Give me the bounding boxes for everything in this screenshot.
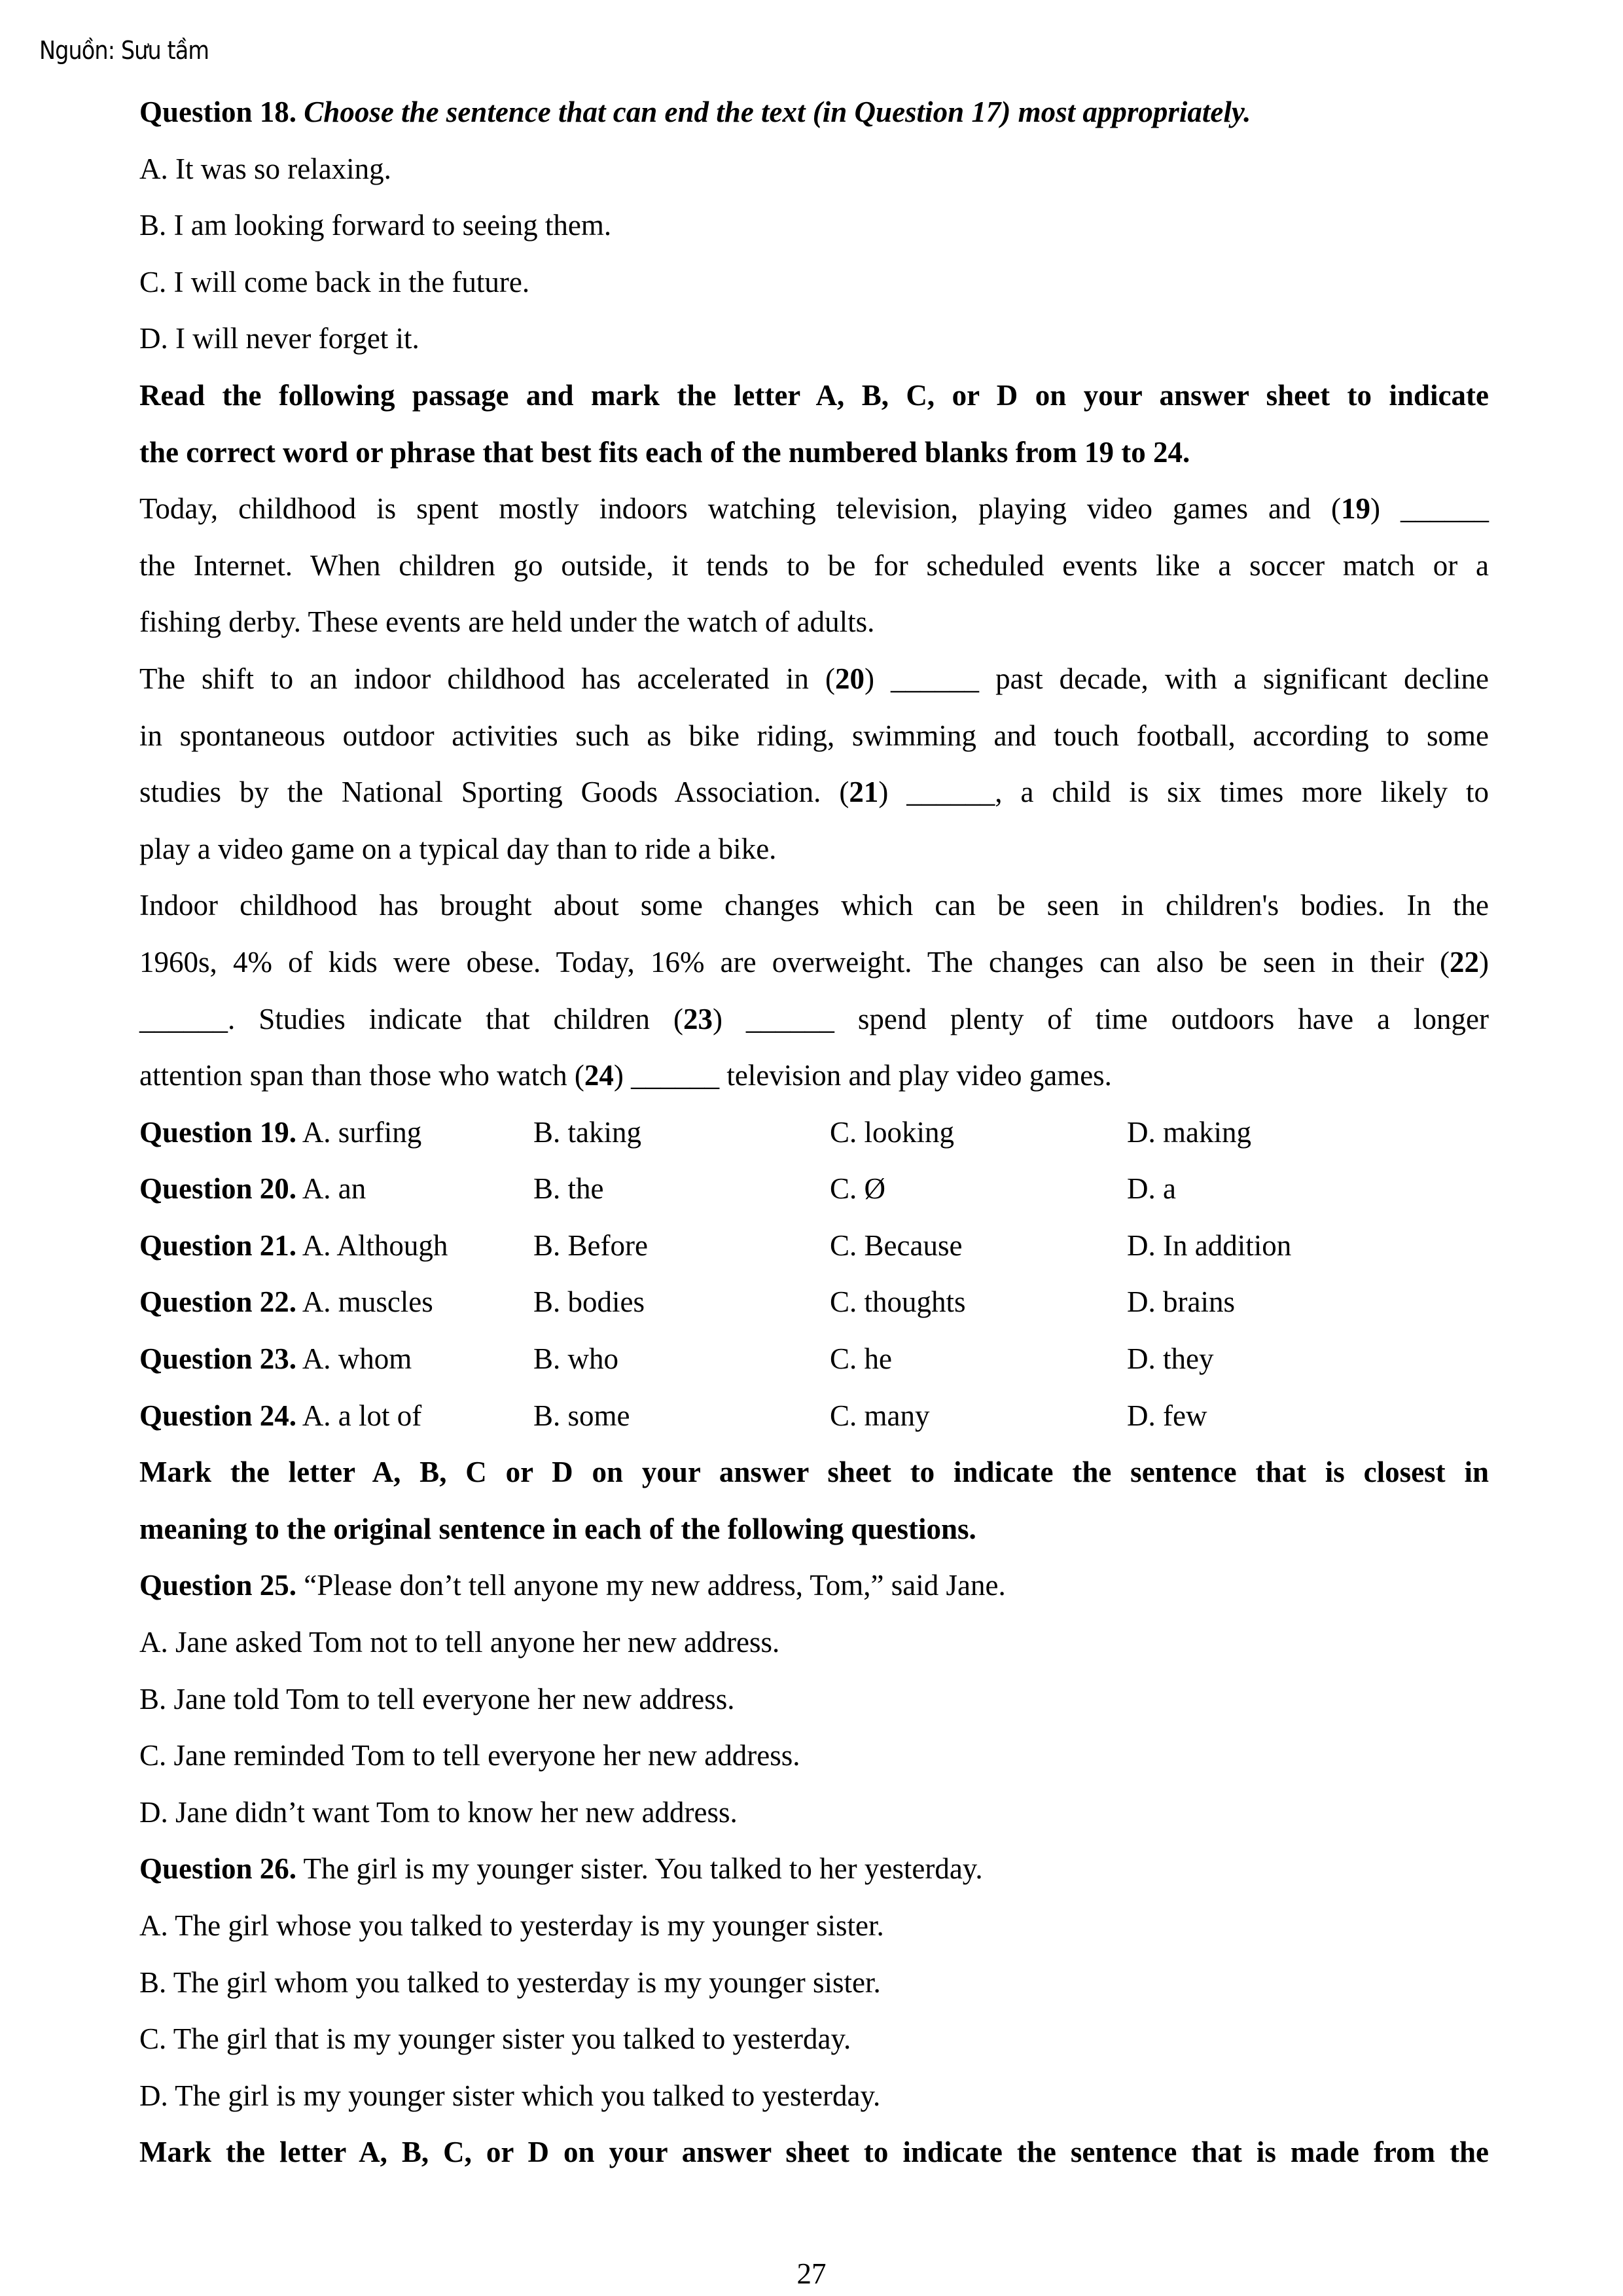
passage-text: studies by the National Sporting Goods Association. ( bbox=[139, 776, 849, 809]
option-d: D. The girl is my younger sister which you talked to yesterday. bbox=[139, 2079, 881, 2112]
question-21-row bbox=[139, 1217, 1489, 1274]
passage-line: the Internet. When children go outside, it tends to be for scheduled events like a soccer match or a bbox=[139, 548, 1489, 582]
question-label: Question 24. bbox=[139, 1399, 297, 1432]
question-label: Question 23. bbox=[139, 1342, 297, 1376]
option-b: B. bodies bbox=[533, 1285, 645, 1319]
question-23-row bbox=[139, 1331, 1489, 1388]
option-c: C. Jane reminded Tom to tell everyone her new address. bbox=[139, 1739, 800, 1772]
option-b: B. some bbox=[533, 1399, 630, 1432]
passage-text: ) bbox=[1479, 945, 1489, 978]
option-b: B. Before bbox=[533, 1229, 648, 1262]
passage-text: 1960s, 4% of kids were obese. Today, 16% are overweight. The changes can also be seen in their ( bbox=[139, 945, 1450, 978]
question-24-row bbox=[139, 1388, 1489, 1444]
option-b: B. taking bbox=[533, 1115, 641, 1149]
section-instruction: meaning to the original sentence in each of the following questions. bbox=[139, 1512, 976, 1545]
option-c: C. thoughts bbox=[830, 1285, 966, 1319]
question-label: Question 21. bbox=[139, 1229, 297, 1262]
passage-line bbox=[139, 651, 1489, 708]
question-label: Question 22. bbox=[139, 1285, 297, 1319]
option-c: C. Because bbox=[830, 1229, 963, 1262]
section-instruction: the correct word or phrase that best fits each of the numbered blanks from 19 to 24. bbox=[139, 435, 1190, 469]
option-d: D. a bbox=[1127, 1172, 1176, 1206]
option-c: C. he bbox=[830, 1342, 892, 1376]
passage-line bbox=[139, 480, 1489, 537]
option-a: A. The girl whose you talked to yesterday is my younger sister. bbox=[139, 1909, 884, 1942]
option-c: C. The girl that is my younger sister you talked to yesterday. bbox=[139, 2022, 851, 2056]
section-instruction: Read the following passage and mark the letter A, B, C, or D on your answer sheet to indicate bbox=[139, 378, 1489, 412]
option-b: B. who bbox=[533, 1342, 619, 1376]
document-body bbox=[139, 84, 1489, 2181]
passage-line: Indoor childhood has brought about some changes which can be seen in children's bodies. In the bbox=[139, 889, 1489, 922]
source-header: Nguồn: Sưu tầm bbox=[39, 36, 209, 65]
passage-text: The shift to an indoor childhood has accelerated in ( bbox=[139, 662, 835, 695]
passage-line: play a video game on a typical day than to ride a bike. bbox=[139, 832, 777, 865]
passage-text: ______. Studies indicate that children ( bbox=[139, 1002, 683, 1035]
option-c: C. many bbox=[830, 1399, 930, 1432]
option-c: C. Ø bbox=[830, 1172, 886, 1206]
option-b: B. Jane told Tom to tell everyone her new address. bbox=[139, 1682, 735, 1715]
passage-text: ) ______ past decade, with a significant decline bbox=[864, 662, 1489, 695]
question-label: Question 18. bbox=[139, 96, 297, 128]
option-c: C. looking bbox=[830, 1115, 955, 1149]
page-number: 27 bbox=[796, 2257, 827, 2290]
blank-number: 21 bbox=[849, 776, 879, 809]
passage-line: in spontaneous outdoor activities such as bike riding, swimming and touch football, according to some bbox=[139, 719, 1489, 752]
question-25-prompt bbox=[139, 1557, 1489, 1614]
section-instruction: Mark the letter A, B, C, or D on your answer sheet to indicate the sentence that is made from the bbox=[139, 2136, 1489, 2169]
option-a: A. surfing bbox=[302, 1115, 422, 1149]
passage-text: attention span than those who watch ( bbox=[139, 1059, 584, 1092]
option-b: B. The girl whom you talked to yesterday is my younger sister. bbox=[139, 1965, 881, 1999]
blank-number: 20 bbox=[834, 662, 865, 695]
passage-text: Today, childhood is spent mostly indoors watching television, playing video games and ( bbox=[139, 492, 1341, 526]
question-text: The girl is my younger sister. You talked to her yesterday. bbox=[296, 1852, 983, 1886]
question-20-row bbox=[139, 1160, 1489, 1217]
question-text: “Please don’t tell anyone my new address, Tom,” said Jane. bbox=[296, 1569, 1006, 1602]
option-a: A. Jane asked Tom not to tell anyone her new address. bbox=[139, 1626, 780, 1659]
question-26-prompt bbox=[139, 1840, 1489, 1897]
passage-text: ) ______ bbox=[1370, 492, 1489, 526]
option-d: D. In addition bbox=[1127, 1229, 1292, 1262]
passage-text: ) ______ spend plenty of time outdoors have a longer bbox=[712, 1002, 1489, 1035]
blank-number: 22 bbox=[1450, 945, 1479, 978]
question-label: Question 20. bbox=[139, 1172, 297, 1206]
option-a: A. an bbox=[302, 1172, 366, 1206]
passage-line bbox=[139, 991, 1489, 1048]
option-d: D. few bbox=[1127, 1399, 1207, 1432]
option-a: A. muscles bbox=[302, 1285, 433, 1319]
passage-line bbox=[139, 934, 1489, 991]
question-text: Choose the sentence that can end the text (in Question 17) most appropriately. bbox=[304, 96, 1251, 128]
question-22-row bbox=[139, 1274, 1489, 1331]
option-d: D. making bbox=[1127, 1115, 1251, 1149]
question-label: Question 25. bbox=[139, 1569, 297, 1602]
passage-line bbox=[139, 764, 1489, 821]
question-18-prompt bbox=[139, 84, 1489, 141]
option-d: D. I will never forget it. bbox=[139, 322, 419, 355]
option-a: A. a lot of bbox=[302, 1399, 422, 1432]
option-a: A. Although bbox=[302, 1229, 448, 1262]
option-c: C. I will come back in the future. bbox=[139, 265, 530, 298]
blank-number: 19 bbox=[1340, 492, 1370, 526]
option-a: A. whom bbox=[302, 1342, 412, 1376]
blank-number: 24 bbox=[584, 1059, 614, 1092]
blank-number: 23 bbox=[683, 1002, 713, 1035]
passage-line bbox=[139, 1047, 1489, 1104]
option-d: D. brains bbox=[1127, 1285, 1235, 1319]
option-d: D. they bbox=[1127, 1342, 1214, 1376]
passage-text: ) ______ television and play video games. bbox=[613, 1059, 1112, 1092]
question-label: Question 19. bbox=[139, 1115, 297, 1149]
option-b: B. I am looking forward to seeing them. bbox=[139, 209, 612, 242]
option-d: D. Jane didn’t want Tom to know her new address. bbox=[139, 1795, 738, 1829]
passage-line: fishing derby. These events are held under the watch of adults. bbox=[139, 605, 875, 639]
option-a: A. It was so relaxing. bbox=[139, 152, 391, 185]
question-19-row bbox=[139, 1104, 1489, 1161]
option-b: B. the bbox=[533, 1172, 604, 1206]
question-label: Question 26. bbox=[139, 1852, 297, 1886]
passage-text: ) ______, a child is six times more likely to bbox=[878, 776, 1489, 809]
section-instruction: Mark the letter A, B, C or D on your answer sheet to indicate the sentence that is closest in bbox=[139, 1456, 1489, 1489]
